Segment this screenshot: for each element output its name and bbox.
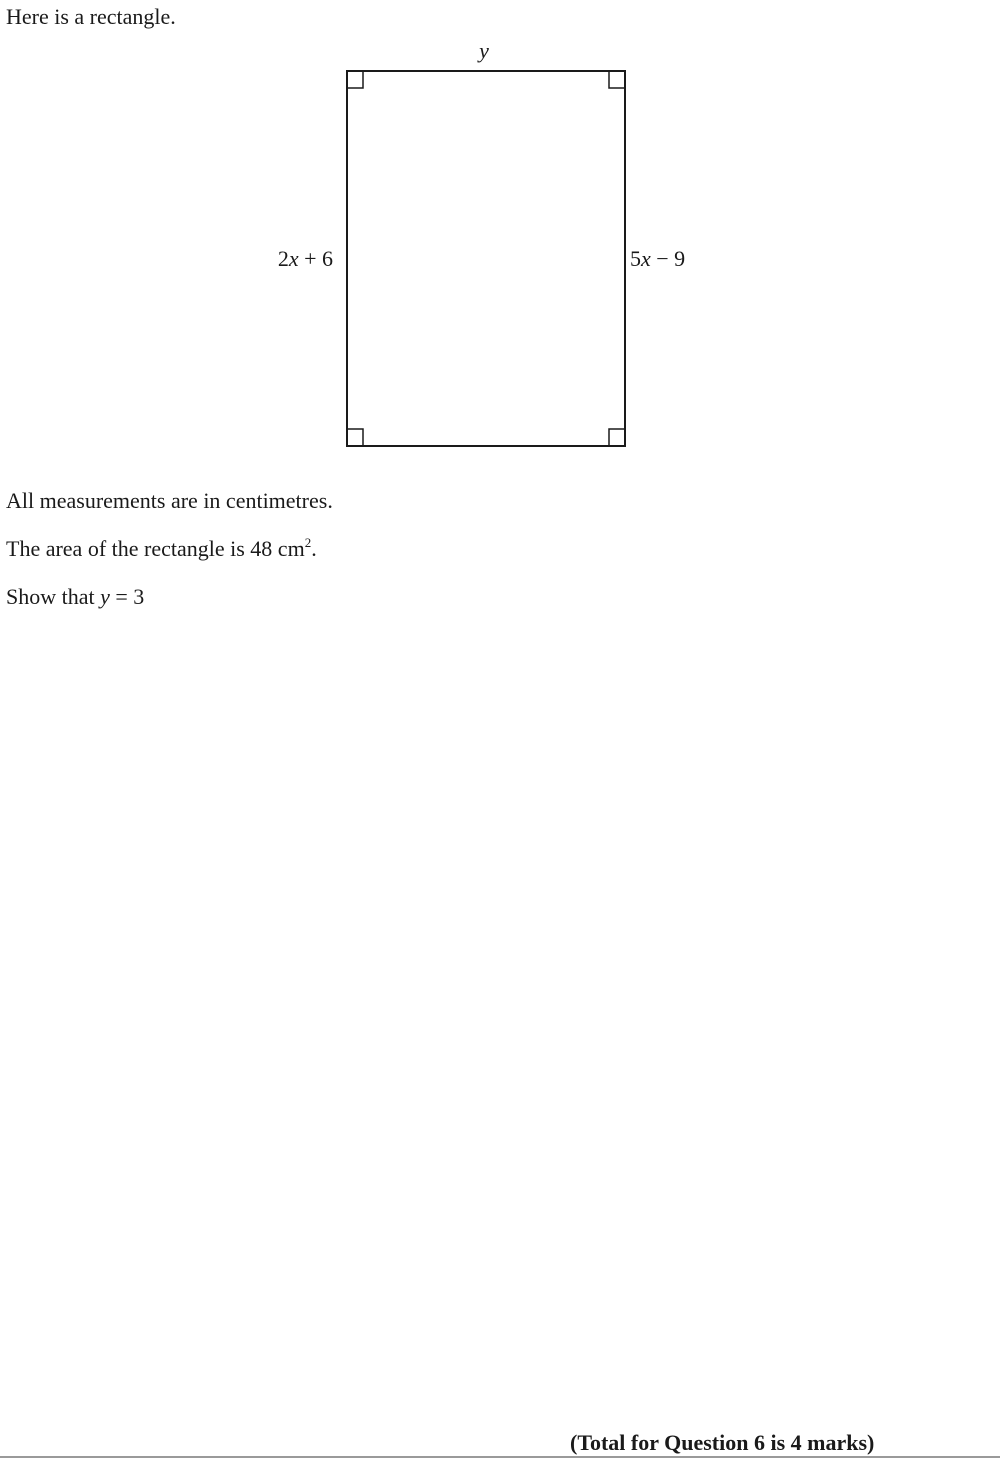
- intro-text: Here is a rectangle.: [6, 4, 176, 29]
- question-total-marks: (Total for Question 6 is 4 marks): [570, 1430, 875, 1455]
- left-side-label: 2x + 6: [277, 246, 333, 271]
- show-variable: y: [100, 584, 110, 609]
- right-angle-marker-bottom-left: [347, 429, 363, 446]
- show-instruction-value: = 3: [109, 584, 145, 609]
- rectangle-outline: [347, 71, 625, 446]
- right-angle-marker-bottom-right: [609, 429, 625, 446]
- area-statement-text: The area of the rectangle is 48 cm: [6, 536, 305, 561]
- area-statement: [6, 536, 317, 562]
- area-exponent: 2: [304, 535, 312, 550]
- top-side-label: y: [479, 38, 489, 63]
- area-statement-end: .: [311, 536, 317, 561]
- show-instruction-text: Show that: [6, 584, 101, 609]
- bottom-divider: [0, 1456, 1000, 1458]
- units-statement: All measurements are in centimetres.: [6, 488, 333, 513]
- show-instruction: [6, 584, 144, 610]
- right-side-label: 5x − 9: [630, 246, 686, 271]
- right-angle-marker-top-right: [609, 71, 625, 88]
- rectangle-diagram: [0, 0, 1000, 470]
- right-angle-marker-top-left: [347, 71, 363, 88]
